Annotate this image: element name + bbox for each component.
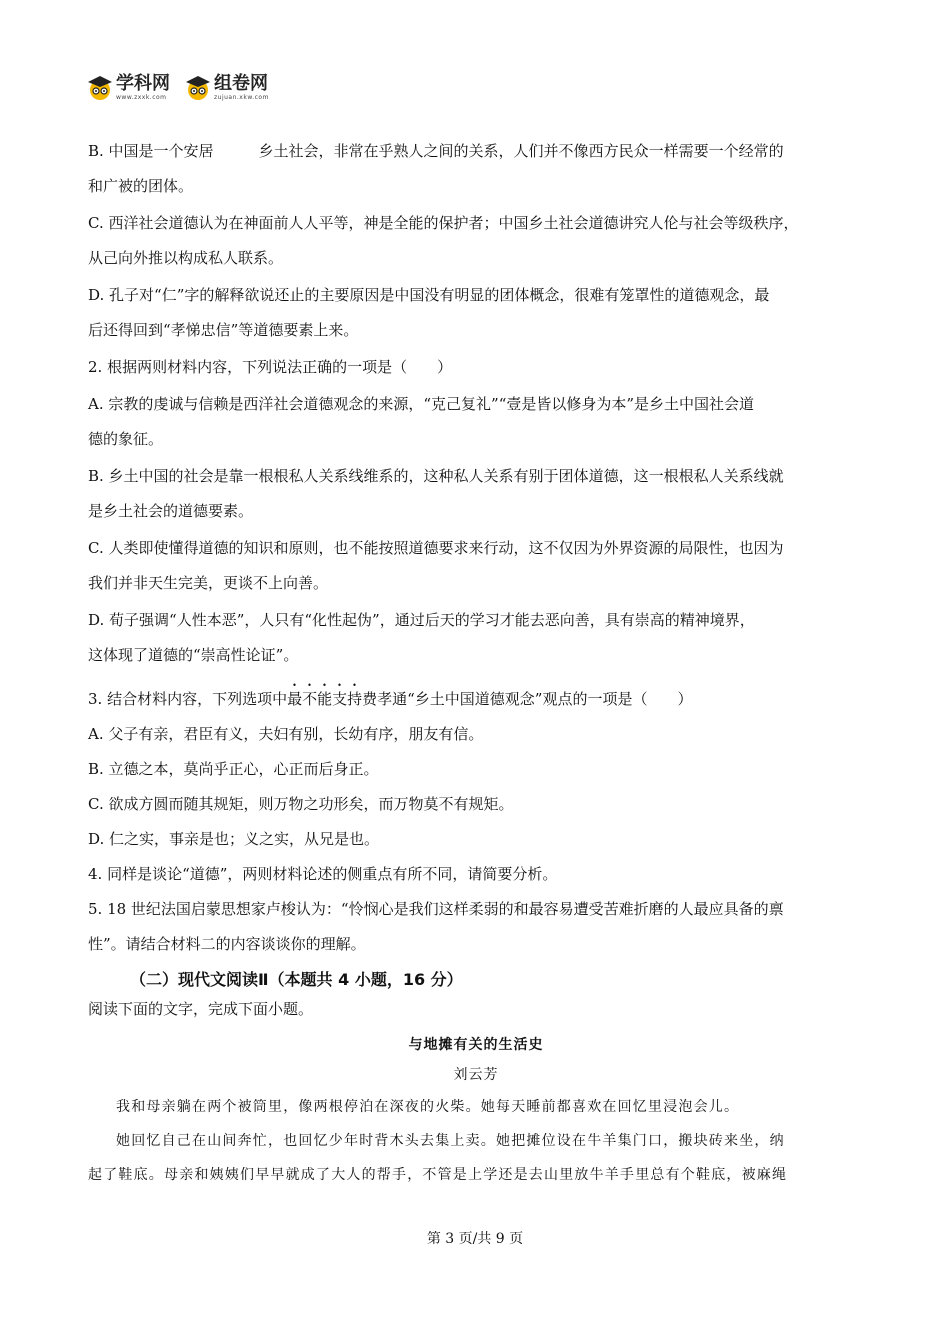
q3-stem-post: 费孝通“乡土中国道德观念”观点的一项是（ ） [362, 690, 693, 708]
q1-option-c-line1: C. 西洋社会道德认为在神面前人人平等，神是全能的保护者；中国乡土社会道德讲究人伦与社会等级秩序， [88, 214, 799, 232]
q5-stem-line1: 5. 18 世纪法国启蒙思想家卢梭认为：“怜悯心是我们这样柔弱的和最容易遭受苦难折磨的人最应具备的禀 [88, 900, 784, 918]
q3-option-c: C. 欲成方圆而随其规矩，则万物之功形矣，而万物莫不有规矩。 [88, 795, 514, 813]
article-paragraph-1: 我和母亲躺在两个被筒里，像两根停泊在深夜的火柴。她每天睡前都喜欢在回忆里浸泡会儿。 [116, 1099, 740, 1115]
q2-option-a-line2: 德的象征。 [88, 430, 164, 448]
page-content [88, 140, 864, 1186]
q5-stem-line2: 性”。请结合材料二的内容谈谈你的理解。 [88, 935, 366, 953]
q2-option-c-line2: 我们并非天生完美，更谈不上向善。 [88, 574, 329, 592]
q3-option-b: B. 立德之本，莫尚乎正心，心正而后身正。 [88, 760, 379, 778]
article-author: 刘云芳 [453, 1067, 499, 1083]
mascot-icon [184, 74, 212, 102]
zxxk-logo [86, 74, 170, 102]
q2-option-d-line2: 这体现了道德的“崇高性论证”。 [88, 646, 299, 664]
q4-stem: 4. 同样是谈论“道德”，两则材料论述的侧重点有所不同，请简要分析。 [88, 865, 558, 883]
q1-option-d-line2: 后还得回到“孝悌忠信”等道德要素上来。 [88, 321, 359, 339]
q2-stem: 2. 根据两则材料内容，下列说法正确的一项是（ ） [88, 358, 453, 376]
q2-option-c-line1: C. 人类即使懂得道德的知识和原则，也不能按照道德要求来行动，这不仅因为外界资源的局限性，也因为 [88, 539, 784, 557]
section-title: （二）现代文阅读Ⅱ（本题共 4 小题，16 分） [130, 970, 463, 989]
article-paragraph-2-line2: 起了鞋底。母亲和姨姨们早早就成了大人的帮手，不管是上学还是去山里放牛羊手里总有个鞋底，被麻绳 [88, 1167, 788, 1183]
q3-option-a: A. 父子有亲，君臣有义，夫妇有别，长幼有序，朋友有信。 [88, 725, 484, 743]
logo1-name: 学科网 [116, 73, 170, 94]
q3-stem-pre: 3. 结合材料内容，下列选项中 [88, 690, 288, 708]
q1-option-d-line1: D. 孔子对“仁”字的解释欲说还止的主要原因是中国没有明显的团体概念，很难有笼罩性的道德观念，最 [88, 286, 770, 304]
q3-stem [88, 681, 864, 710]
q1-option-b-line1: B. 中国是一个安居 乡土社会，非常在乎熟人之间的关系，人们并不像西方民众一样需要一个经常的 [88, 142, 784, 160]
q1-option-b-line2: 和广被的团体。 [88, 177, 194, 195]
page-footer: 第 3 页/共 9 页 [426, 1231, 524, 1247]
mascot-icon [86, 74, 114, 102]
logo2-name: 组卷网 [214, 73, 268, 94]
zujuan-logo [184, 74, 269, 102]
q2-option-d-line1: D. 荀子强调“人性本恶”，人只有“化性起伪”，通过后天的学习才能去恶向善，具有崇高的精神境界， [88, 611, 755, 629]
q2-option-a-line1: A. 宗教的虔诚与信赖是西洋社会道德观念的来源，“克己复礼”“壹是皆以修身为本”是乡土中国社会道 [88, 395, 755, 413]
article-title: 与地摊有关的生活史 [408, 1037, 544, 1053]
q3-option-d: D. 仁之实，事亲是也；义之实，从兄是也。 [88, 830, 380, 848]
logo2-url: zujuan.xkw.com [214, 94, 269, 101]
q2-option-b-line2: 是乡土社会的道德要素。 [88, 502, 254, 520]
q1-option-c-line2: 从己向外推以构成私人联系。 [88, 249, 284, 267]
header-logos [86, 70, 283, 106]
article-paragraph-2-line1: 她回忆自己在山间奔忙，也回忆少年时背木头去集上卖。她把摊位设在牛羊集门口，搬块砖来坐，纳 [116, 1133, 785, 1149]
q2-option-b-line1: B. 乡土中国的社会是靠一根根私人关系线维系的，这种私人关系有别于团体道德，这一根根私人关系线就 [88, 467, 784, 485]
q3-stem-emphasis: 最不能支持 [287, 690, 363, 708]
section-instruction: 阅读下面的文字，完成下面小题。 [88, 1000, 314, 1018]
logo1-url: www.zxxk.com [116, 94, 167, 101]
